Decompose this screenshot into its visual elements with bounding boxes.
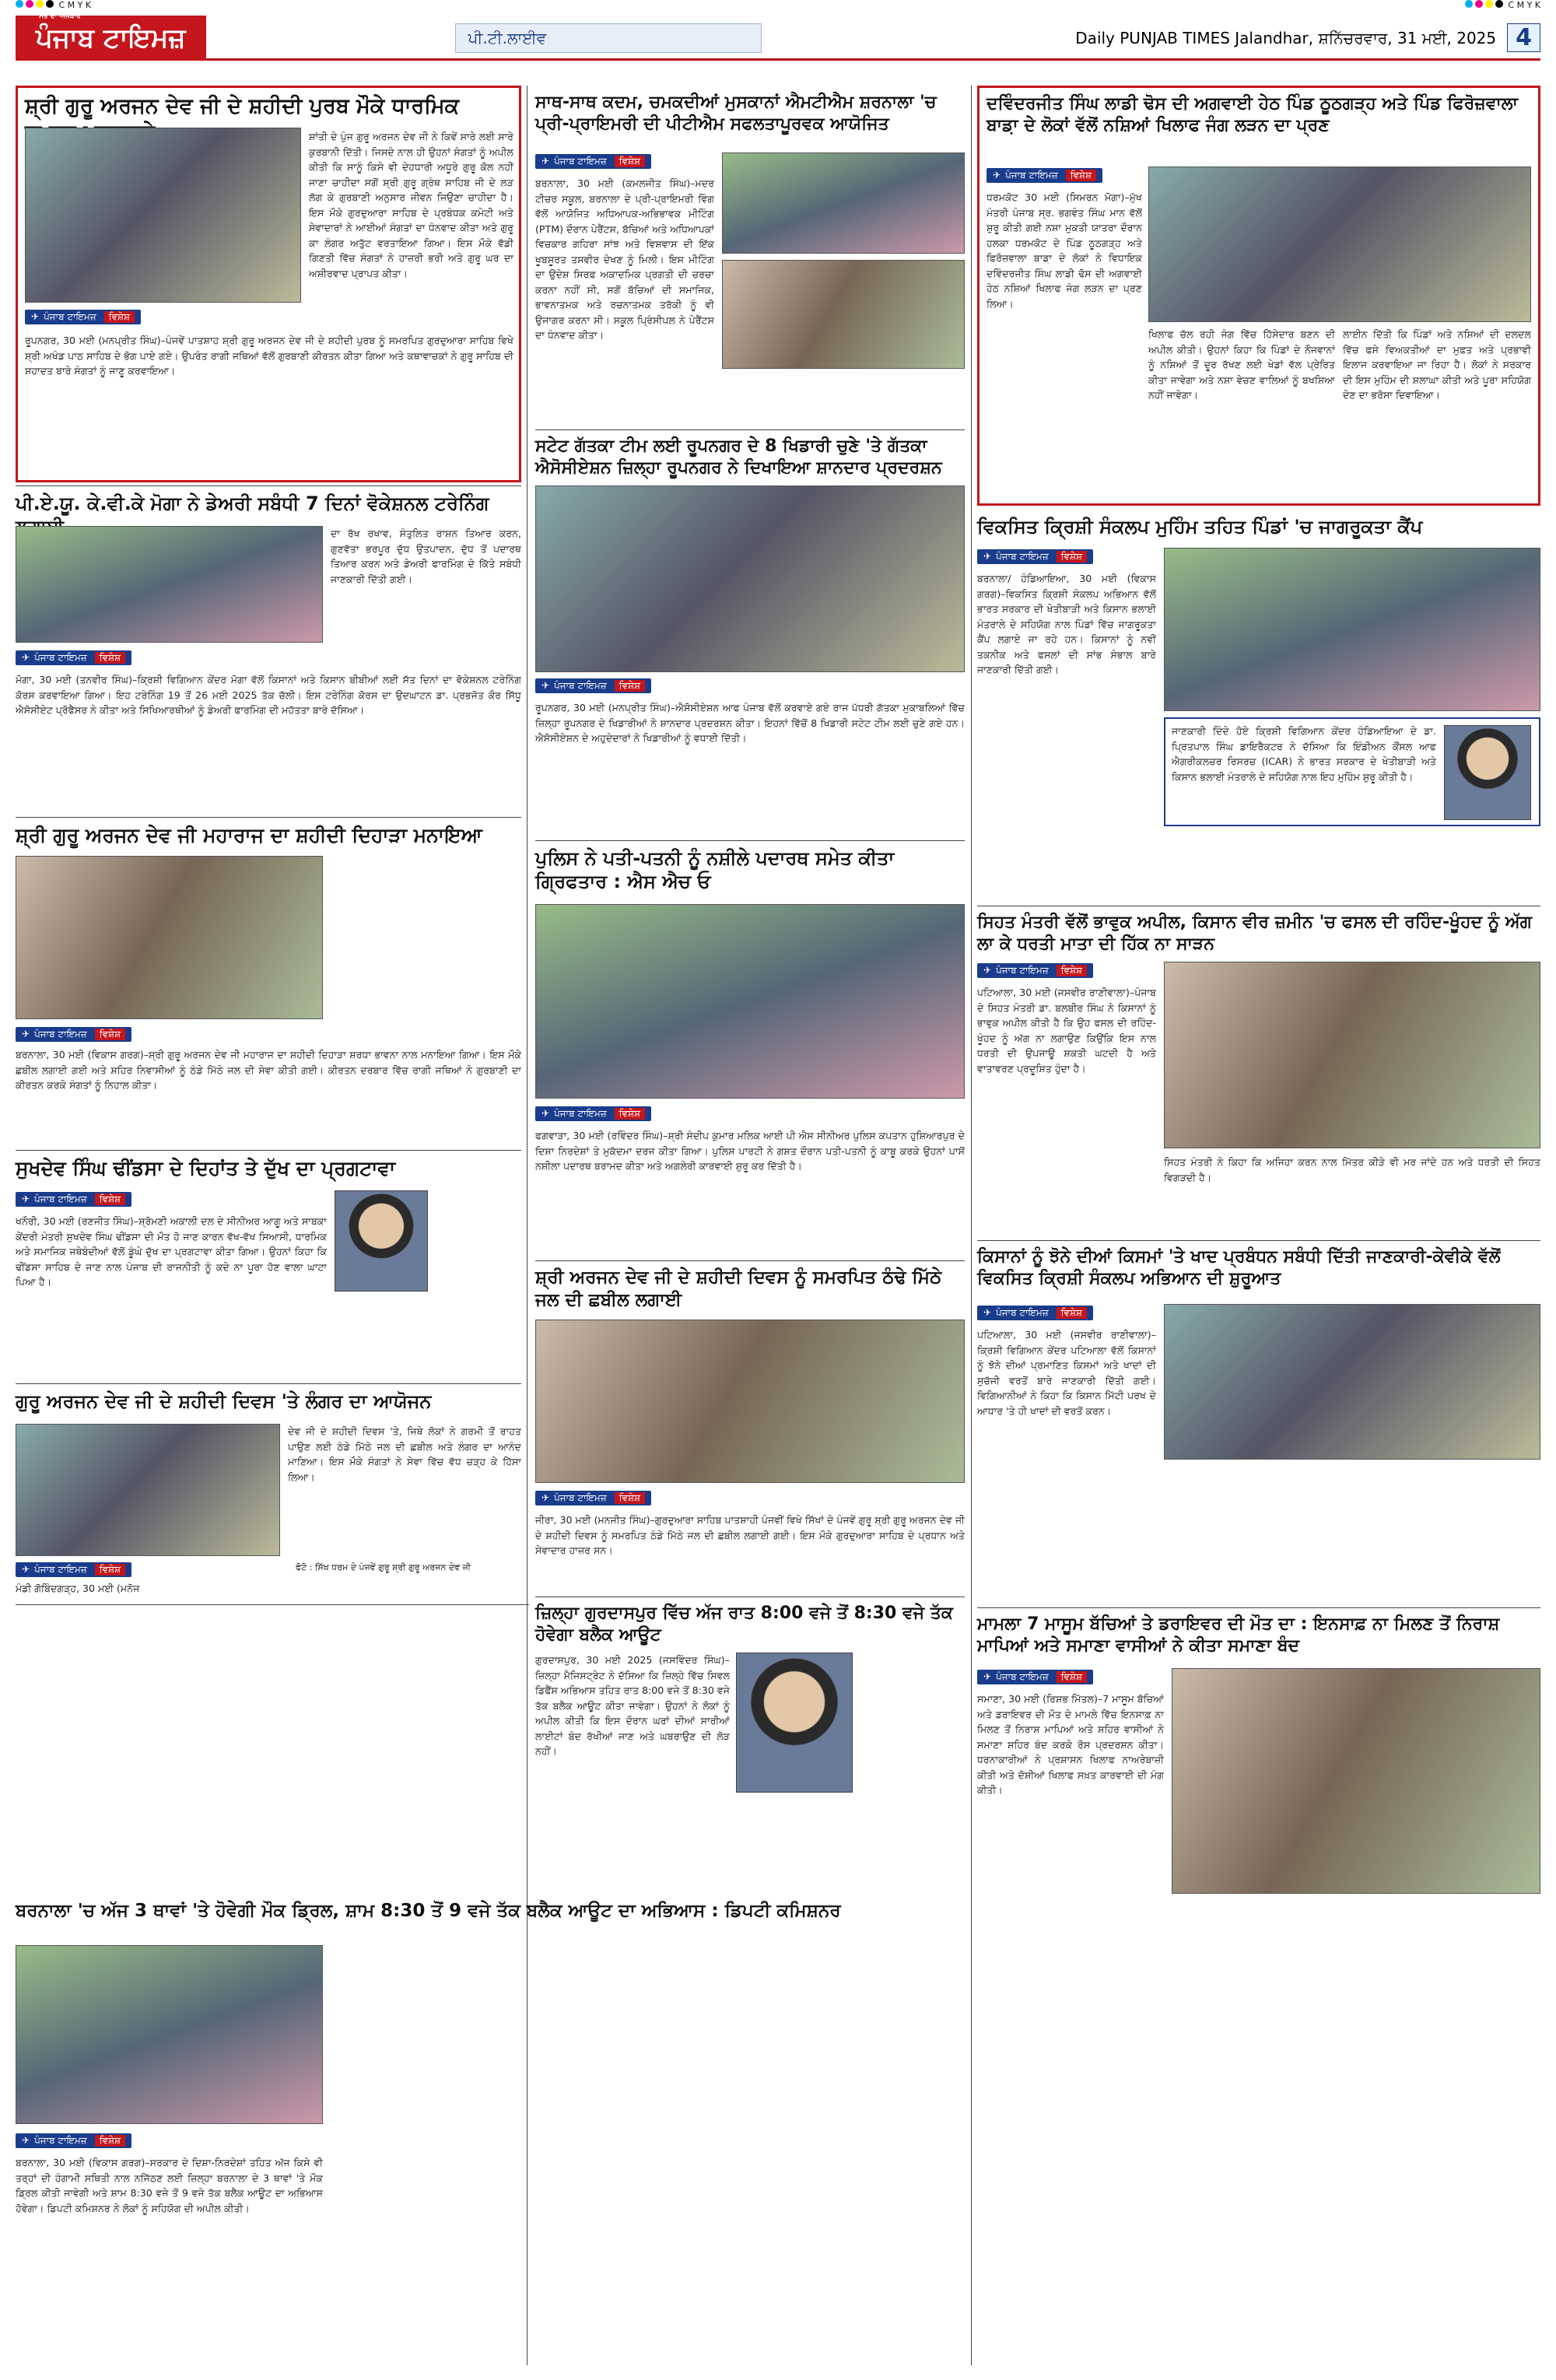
- bird-icon: ✈: [22, 1564, 30, 1575]
- news-photo: [722, 260, 965, 369]
- headline: ਸ਼੍ਰੀ ਅਰਜਨ ਦੇਵ ਜੀ ਦੇ ਸ਼ਹੀਦੀ ਦਿਵਸ ਨੂੰ ਸਮਰਪਿਤ ਠੰਢੇ ਮਿੱਠੇ ਜਲ ਦੀ ਛਬੀਲ ਲਗਾਈ: [535, 1267, 942, 1310]
- news-photo: [25, 128, 301, 303]
- story-body: ਮੋਗਾ, 30 ਮਈ (ਤਨਵੀਰ ਸਿੰਘ)–ਕ੍ਰਿਸ਼ੀ ਵਿਗਿਆਨ ਕੇਂਦਰ ਮੋਗਾ ਵੱਲੋਂ ਕਿਸਾਨਾਂ ਅਤੇ ਕਿਸਾਨ ਬੀਬੀਆਂ ਲਈ ਸੱਤ ਦਿਨਾਂ ਦਾ ਵੋਕੇਸ਼ਨਲ ਟਰੇਨਿੰਗ ਕੋਰਸ ਕਰਵਾਇਆ ਗਿਆ। ਇਹ ਟਰੇਨਿੰਗ 19 ਤੋਂ 26 ਮਈ 2025 ਤੱਕ ਚੱਲੀ। ਇਸ ਟਰੇਨਿੰਗ ਕੋਰਸ ਦਾ ਉਦਘਾਟਨ ਡਾ. ਪ੍ਰਭਜੋਤ ਕੌਰ ਸਿੱਧੂ ਐਸੋਸੀਏਟ ਪ੍ਰੋਫੈਸਰ ਨੇ ਕੀਤਾ ਅਤੇ ਸਿਖਿਆਰਥੀਆਂ ਨੂੰ ਡੇਅਰੀ ਫਾਰਮਿੰਗ ਦੀ ਮਹੱਤਤਾ ਬਾਰੇ ਦੱਸਿਆ।: [16, 674, 521, 717]
- bird-icon: ✈: [983, 1671, 992, 1682]
- bird-icon: ✈: [983, 965, 992, 976]
- cmyk-registration-bar: [0, 0, 1556, 14]
- story-body: ਬਰਨਾਲਾ, 30 ਮਈ (ਵਿਕਾਸ ਗਰਗ)–ਸ਼੍ਰੀ ਗੁਰੂ ਅਰਜਨ ਦੇਵ ਜੀ ਮਹਾਰਾਜ ਦਾ ਸ਼ਹੀਦੀ ਦਿਹਾੜਾ ਸ਼ਰਧਾ ਭਾਵਨਾ ਨਾਲ ਮਨਾਇਆ ਗਿਆ। ਇਸ ਮੌਕੇ ਛਬੀਲ ਲਗਾਈ ਗਈ ਅਤੇ ਸ਼ਹਿਰ ਨਿਵਾਸੀਆਂ ਨੂੰ ਠੰਡੇ ਮਿੱਠੇ ਜਲ ਦੀ ਸੇਵਾ ਕੀਤੀ ਗਈ। ਕੀਰਤਨ ਦਰਬਾਰ ਵਿੱਚ ਰਾਗੀ ਜਥਿਆਂ ਨੇ ਗੁਰਬਾਣੀ ਦਾ ਕੀਰਤਨ ਕਰਕੇ ਸੰਗਤਾਂ ਨੂੰ ਨਿਹਾਲ ਕੀਤਾ।: [16, 1049, 521, 1092]
- story-body: ਫਗਵਾੜਾ, 30 ਮਈ (ਰਵਿੰਦਰ ਸਿੰਘ)–ਸ਼੍ਰੀ ਸੰਦੀਪ ਕੁਮਾਰ ਮਲਿਕ ਆਈ ਪੀ ਐਸ ਸੀਨੀਅਰ ਪੁਲਿਸ ਕਪਤਾਨ ਹੁਸ਼ਿਆਰਪੁਰ ਦੇ ਦਿਸ਼ਾ ਨਿਰਦੇਸ਼ਾਂ ਤੇ ਮੁਕੱਦਮਾ ਦਰਜ ਕੀਤਾ ਗਿਆ। ਪੁਲਿਸ ਪਾਰਟੀ ਨੇ ਗਸ਼ਤ ਦੌਰਾਨ ਪਤੀ-ਪਤਨੀ ਨੂੰ ਕਾਬੂ ਕਰਕੇ ਉਹਨਾਂ ਪਾਸੋਂ ਨਸ਼ੀਲਾ ਪਦਾਰਥ ਬਰਾਮਦ ਕੀਤਾ ਅਤੇ ਅਗਲੇਰੀ ਕਾਰਵਾਈ ਸ਼ੁਰੂ ਕਰ ਦਿੱਤੀ ਹੈ।: [535, 1130, 965, 1172]
- cmyk-right: C M Y K: [1465, 0, 1540, 14]
- portrait-photo: [736, 1653, 853, 1793]
- masthead-right: [1075, 23, 1540, 52]
- story-body: ਦੇਵ ਜੀ ਦੇ ਸ਼ਹੀਦੀ ਦਿਵਸ 'ਤੇ, ਜਿਥੇ ਲੋਕਾਂ ਨੇ ਗਰਮੀ ਤੋਂ ਰਾਹਤ ਪਾਉਣ ਲਈ ਠੰਡੇ ਮਿੱਠੇ ਜਲ ਦੀ ਛਬੀਲ ਅਤੇ ਲੰਗਰ ਦਾ ਆਨੰਦ ਮਾਣਿਆ। ਇਸ ਮੌਕੇ ਸੰਗਤਾਂ ਨੇ ਸੇਵਾ ਵਿੱਚ ਵੱਧ ਚੜ੍ਹ ਕੇ ਹਿੱਸਾ ਲਿਆ।: [288, 1425, 521, 1483]
- headline: ਵਿਕਸਿਤ ਕ੍ਰਿਸ਼ੀ ਸੰਕਲਪ ਮੁਹਿੰਮ ਤਹਿਤ ਪਿੰਡਾਂ 'ਚ ਜਾਗਰੂਕਤਾ ਕੈਂਪ: [977, 516, 1423, 538]
- headline: ਪੀ.ਏ.ਯੂ. ਕੇ.ਵੀ.ਕੇ ਮੋਗਾ ਨੇ ਡੇਅਰੀ ਸਬੰਧੀ 7 ਦਿਨਾਂ ਵੋਕੇਸ਼ਨਲ ਟਰੇਨਿੰਗ: [16, 492, 489, 514]
- bird-icon: ✈: [541, 680, 550, 691]
- story-body: ਲਾਈਨ ਦਿੱਤੀ ਕਿ ਪਿੰਡਾਂ ਅਤੇ ਨਸ਼ਿਆਂ ਦੀ ਦਲਦਲ ਵਿੱਚ ਫਸੇ ਵਿਅਕਤੀਆਂ ਦਾ ਮੁਫ਼ਤ ਅਤੇ ਪ੍ਰਭਾਵੀ ਇਲਾਜ ਕਰਵਾਇਆ ਜਾ ਰਿਹਾ ਹੈ। ਲੋਕਾਂ ਨੇ ਸਰਕਾਰ ਦੀ ਇਸ ਮੁਹਿੰਮ ਦੀ ਸ਼ਲਾਘਾ ਕੀਤੀ ਅਤੇ ਪੂਰਾ ਸਹਿਯੋਗ ਦੇਣ ਦਾ ਭਰੋਸਾ ਦਿਵਾਇਆ।: [1343, 328, 1531, 401]
- story-body: ਧਰਮਕੋਟ 30 ਮਈ (ਸਿਮਰਨ ਮੋਗਾ)–ਮੁੱਖ ਮੰਤਰੀ ਪੰਜਾਬ ਸ੍ਰ. ਭਗਵੰਤ ਸਿੰਘ ਮਾਨ ਵੱਲੋਂ ਸ਼ੁਰੂ ਕੀਤੀ ਗਈ ਨਸ਼ਾ ਮੁਕਤੀ ਯਾਤਰਾ ਦੌਰਾਨ ਹਲਕਾ ਧਰਮਕੋਟ ਦੇ ਪਿੰਡ ਠੂਠਗੜ੍ਹ ਅਤੇ ਫਿਰੋਜ਼ਵਾਲਾ ਬਾਡ਼ਾ ਦੇ ਲੋਕਾਂ ਨੇ ਵਿਧਾਇਕ ਦਵਿੰਦਰਜੀਤ ਸਿੰਘ ਲਾਡੀ ਢੋਸ ਦੀ ਅਗਵਾਈ ਹੇਠ ਨਸ਼ਿਆਂ ਖਿਲਾਫ ਜੰਗ ਲੜਨ ਦਾ ਪ੍ਰਣ ਲਿਆ।: [987, 191, 1142, 310]
- masthead: [16, 12, 1540, 61]
- headline: ਮਾਮਲਾ 7 ਮਾਸੂਮ ਬੱਚਿਆਂ ਤੇ ਡਰਾਇਵਰ ਦੀ ਮੌਤ ਦਾ : ਇਨਸਾਫ਼ ਨਾ ਮਿਲਣ ਤੋਂ ਨਿਰਾਸ਼ ਮਾਪਿਆਂ ਅਤੇ ਸਮਾਣਾ ਵਾਸੀਆਂ ਨੇ ਕੀਤਾ ਸਮਾਣਾ ਬੰਦ: [977, 1614, 1500, 1656]
- story-body: ਬਰਨਾਲਾ, 30 ਮਈ (ਵਿਕਾਸ ਗਰਗ)–ਸਰਕਾਰ ਦੇ ਦਿਸ਼ਾ-ਨਿਰਦੇਸ਼ਾਂ ਤਹਿਤ ਅੱਜ ਕਿਸੇ ਵੀ ਤਰ੍ਹਾਂ ਦੀ ਹੰਗਾਮੀ ਸਥਿਤੀ ਨਾਲ ਨਜਿੱਠਣ ਲਈ ਜ਼ਿਲ੍ਹਾ ਬਰਨਾਲਾ ਦੇ 3 ਥਾਵਾਂ 'ਤੇ ਮੌਕ ਡ੍ਰਿਲ ਕੀਤੀ ਜਾਵੇਗੀ ਅਤੇ ਸ਼ਾਮ 8:30 ਵਜੇ ਤੋਂ 9 ਵਜੇ ਤੱਕ ਬਲੈਕ ਆਊਟ ਦਾ ਅਭਿਆਸ ਹੋਵੇਗਾ। ਡਿਪਟੀ ਕਮਿਸ਼ਨਰ ਨੇ ਲੋਕਾਂ ਨੂੰ ਸਹਿਯੋਗ ਦੀ ਅਪੀਲ ਕੀਤੀ।: [16, 2157, 323, 2214]
- divider: [535, 840, 965, 841]
- headline: ਸੁਖਦੇਵ ਸਿੰਘ ਢੀਂਡਸਾ ਦੇ ਦਿਹਾਂਤ ਤੇ ਦੁੱਖ ਦਾ ਪ੍ਰਗਟਾਵਾ: [16, 1157, 396, 1179]
- divider: [535, 1260, 965, 1261]
- news-photo: [1148, 166, 1531, 322]
- news-photo: [16, 526, 323, 643]
- headline: ਸ਼੍ਰੀ ਗੁਰੂ ਅਰਜਨ ਦੇਵ ਜੀ ਮਹਾਰਾਜ ਦਾ ਸ਼ਹੀਦੀ ਦਿਹਾੜਾ ਮਨਾਇਆ: [16, 824, 482, 846]
- headline: ਸ਼੍ਰੀ ਗੁਰੂ ਅਰਜਨ ਦੇਵ ਜੀ ਦੇ ਸ਼ਹੀਦੀ ਪੁਰਬ ਮੌਕੇ ਧਾਰਮਿਕ: [25, 94, 460, 118]
- story-body: ਪਟਿਆਲਾ, 30 ਮਈ (ਜਸਵੀਰ ਰਾਣੀਵਾਲਾ)–ਕ੍ਰਿਸ਼ੀ ਵਿਗਿਆਨ ਕੇਂਦਰ ਪਟਿਆਲਾ ਵੱਲੋਂ ਕਿਸਾਨਾਂ ਨੂੰ ਝੋਨੇ ਦੀਆਂ ਪ੍ਰਮਾਣਿਤ ਕਿਸਮਾਂ ਅਤੇ ਖਾਦਾਂ ਦੀ ਸੁਚੱਜੀ ਵਰਤੋਂ ਬਾਰੇ ਜਾਣਕਾਰੀ ਦਿੱਤੀ ਗਈ। ਵਿਗਿਆਨੀਆਂ ਨੇ ਕਿਹਾ ਕਿ ਕਿਸਾਨ ਮਿੱਟੀ ਪਰਖ ਦੇ ਆਧਾਰ 'ਤੇ ਹੀ ਖਾਦਾਂ ਦੀ ਵਰਤੋਂ ਕਰਨ।: [977, 1329, 1156, 1417]
- headline: ਸਿਹਤ ਮੰਤਰੀ ਵੱਲੋਂ ਭਾਵੁਕ ਅਪੀਲ, ਕਿਸਾਨ ਵੀਰ ਜ਼ਮੀਨ 'ਚ ਫਸਲ ਦੀ ਰਹਿੰਦ-ਖੂੰਹਦ ਨੂੰ ਅੱਗ ਲਾ ਕੇ ਧਰਤੀ ਮਾਤਾ ਦੀ ਹਿੱਕ ਨਾ ਸਾੜਨ: [977, 913, 1532, 954]
- news-photo: [535, 1320, 965, 1483]
- bird-icon: ✈: [31, 311, 40, 322]
- bird-icon: ✈: [22, 2135, 30, 2146]
- bird-icon: ✈: [541, 1492, 550, 1503]
- story-body: ਸਮਾਣਾ, 30 ਮਈ (ਰਿਸ਼ਭ ਮਿੱਤਲ)–7 ਮਾਸੂਮ ਬੱਚਿਆਂ ਅਤੇ ਡਰਾਇਵਰ ਦੀ ਮੌਤ ਦੇ ਮਾਮਲੇ ਵਿੱਚ ਇਨਸਾਫ਼ ਨਾ ਮਿਲਣ ਤੋਂ ਨਿਰਾਸ਼ ਮਾਪਿਆਂ ਅਤੇ ਸ਼ਹਿਰ ਵਾਸੀਆਂ ਨੇ ਸਮਾਣਾ ਸ਼ਹਿਰ ਬੰਦ ਕਰਕੇ ਰੋਸ ਪ੍ਰਦਰਸ਼ਨ ਕੀਤਾ। ਧਰਨਾਕਾਰੀਆਂ ਨੇ ਪ੍ਰਸ਼ਾਸਨ ਖਿਲਾਫ ਨਾਅਰੇਬਾਜ਼ੀ ਕੀਤੀ ਅਤੇ ਦੋਸ਼ੀਆਂ ਖਿਲਾਫ ਸਖ਼ਤ ਕਾਰਵਾਈ ਦੀ ਮੰਗ ਕੀਤੀ।: [977, 1693, 1164, 1796]
- bird-icon: ✈: [983, 551, 992, 562]
- source-tag: ✈ ਪੰਜਾਬ ਟਾਇਮਜ਼ ਵਿਸ਼ੇਸ਼: [535, 1105, 651, 1121]
- portrait-photo: [335, 1190, 428, 1292]
- source-tag: ✈ ਪੰਜਾਬ ਟਾਇਮਜ਼ ਵਿਸ਼ੇਸ਼: [535, 677, 651, 693]
- headline: ਪੁਲਿਸ ਨੇ ਪਤੀ-ਪਤਨੀ ਨੂੰ ਨਸ਼ੀਲੇ ਪਦਾਰਥ ਸਮੇਤ ਕੀਤਾ ਗ੍ਰਿਫਤਾਰ : ਐਸ ਐਚ ਓ: [535, 847, 895, 892]
- bird-icon: ✈: [22, 1029, 30, 1039]
- source-tag: ✈ ਪੰਜਾਬ ਟਾਇਮਜ਼ ਵਿਸ਼ੇਸ਼: [16, 2132, 131, 2148]
- source-tag: ✈ ਪੰਜਾਬ ਟਾਇਮਜ਼ ਵਿਸ਼ੇਸ਼: [16, 1025, 131, 1042]
- story-body: ਦਾ ਰੱਖ ਰਖਾਵ, ਸੰਤੁਲਿਤ ਰਾਸ਼ਨ ਤਿਆਰ ਕਰਨ, ਗੁਣਵੱਤਾ ਭਰਪੂਰ ਦੁੱਧ ਉਤਪਾਦਨ, ਦੁੱਧ ਤੋਂ ਪਦਾਰਥ ਤਿਆਰ ਕਰਨ ਅਤੇ ਡੇਅਰੀ ਫਾਰਮਿੰਗ ਦੇ ਕਿੱਤੇ ਸਬੰਧੀ ਜਾਣਕਾਰੀ ਦਿੱਤੀ ਗਈ।: [331, 528, 521, 585]
- source-tag: ✈ ਪੰਜਾਬ ਟਾਇਮਜ਼ ਵਿਸ਼ੇਸ਼: [16, 1561, 131, 1577]
- divider: [977, 1607, 1540, 1608]
- news-photo: [722, 152, 965, 254]
- source-tag: ✈ ਪੰਜਾਬ ਟਾਇਮਜ਼ ਵਿਸ਼ੇਸ਼: [977, 548, 1093, 564]
- story-body: ਰੂਪਨਗਰ, 30 ਮਈ (ਮਨਪ੍ਰੀਤ ਸਿੰਘ)–ਐਸੋਸੀਏਸ਼ਨ ਆਫ ਪੰਜਾਬ ਵੱਲੋਂ ਕਰਵਾਏ ਗਏ ਰਾਜ ਪੱਧਰੀ ਗੱਤਕਾ ਮੁਕਾਬਲਿਆਂ ਵਿੱਚ ਜ਼ਿਲ੍ਹਾ ਰੂਪਨਗਰ ਦੇ ਖਿਡਾਰੀਆਂ ਨੇ ਸ਼ਾਨਦਾਰ ਪ੍ਰਦਰਸ਼ਨ ਕੀਤਾ। ਇਹਨਾਂ ਵਿੱਚੋਂ 8 ਖਿਡਾਰੀ ਸਟੇਟ ਟੀਮ ਲਈ ਚੁਣੇ ਗਏ ਹਨ। ਐਸੋਸੀਏਸ਼ਨ ਦੇ ਅਹੁਦੇਦਾਰਾਂ ਨੇ ਖਿਡਾਰੀਆਂ ਨੂੰ ਵਧਾਈ ਦਿੱਤੀ।: [535, 702, 965, 745]
- news-photo: [1164, 548, 1540, 711]
- photo-caption: ਫੋਟੋ : ਸਿੱਖ ਧਰਮ ਦੇ ਪੰਜਵੇਂ ਗੁਰੂ ਸ਼੍ਰੀ ਗੁਰੂ ਅਰਜਨ ਦੇਵ ਜੀ: [296, 1562, 471, 1572]
- page-number: 4: [1507, 23, 1540, 52]
- headline: ਸਟੇਟ ਗੱਤਕਾ ਟੀਮ ਲਈ ਰੂਪਨਗਰ ਦੇ 8 ਖਿਡਾਰੀ ਚੁਣੇ 'ਤੇ ਗੱਤਕਾ ਐਸੋਸੀਏਸ਼ਨ ਜ਼ਿਲ੍ਹਾ ਰੂਪਨਗਰ ਨੇ ਦਿਖਾਇਆ ਸ਼ਾਨਦਾਰ ਪ੍ਰਦਰਸ਼ਨ: [535, 436, 942, 478]
- news-photo: [535, 485, 965, 672]
- story-body: ਬਰਨਾਲਾ, 30 ਮਈ (ਕਮਲਜੀਤ ਸਿੰਘ)–ਮਦਰ ਟੀਚਰ ਸਕੂਲ, ਬਰਨਾਲਾ ਦੇ ਪ੍ਰੀ-ਪ੍ਰਾਇਮਰੀ ਵਿੰਗ ਵੱਲੋਂ ਆਯੋਜਿਤ ਅਧਿਆਪਕ-ਅਭਿਭਾਵਕ ਮੀਟਿੰਗ (PTM) ਦੌਰਾਨ ਪੇਰੈਂਟਸ, ਬੱਚਿਆਂ ਅਤੇ ਅਧਿਆਪਕਾਂ ਵਿਚਕਾਰ ਗਹਿਰਾ ਸਾਂਝ ਅਤੇ ਵਿਸ਼ਵਾਸ ਦੀ ਇੱਕ ਖੂਬਸੂਰਤ ਤਸਵੀਰ ਦੇਖਣ ਨੂੰ ਮਿਲੀ। ਇਸ ਮੀਟਿੰਗ ਦਾ ਉਦੇਸ਼ ਸਿਰਫ਼ ਅਕਾਦਮਿਕ ਪ੍ਰਗਤੀ ਦੀ ਚਰਚਾ ਕਰਨਾ ਨਹੀਂ ਸੀ, ਸਗੋਂ ਬੱਚਿਆਂ ਦੀ ਸਮਾਜਿਕ, ਭਾਵਨਾਤਮਕ ਅਤੇ ਰਚਨਾਤਮਕ ਤਰੱਕੀ ਨੂੰ ਵੀ ਉਜਾਗਰ ਕਰਨਾ ਸੀ। ਸਕੂਲ ਪ੍ਰਿੰਸੀਪਲ ਨੇ ਪੇਰੈਂਟਸ ਦਾ ਧੰਨਵਾਦ ਕੀਤਾ।: [535, 177, 714, 342]
- column-divider: [971, 86, 972, 2365]
- bird-icon: ✈: [983, 1307, 992, 1318]
- cmyk-left: C M Y K: [16, 0, 91, 14]
- story-body: ਗੁਰਦਾਸਪੁਰ, 30 ਮਈ 2025 (ਜਸਵਿੰਦਰ ਸਿੰਘ)–ਜ਼ਿਲ੍ਹਾ ਮੈਜਿਸਟ੍ਰੇਟ ਨੇ ਦੱਸਿਆ ਕਿ ਜ਼ਿਲ੍ਹੇ ਵਿੱਚ ਸਿਵਲ ਡਿਫੈਂਸ ਅਭਿਆਸ ਤਹਿਤ ਰਾਤ 8:00 ਵਜੇ ਤੋਂ 8:30 ਵਜੇ ਤੱਕ ਬਲੈਕ ਆਊਟ ਕੀਤਾ ਜਾਵੇਗਾ। ਉਹਨਾਂ ਨੇ ਲੋਕਾਂ ਨੂੰ ਅਪੀਲ ਕੀਤੀ ਕਿ ਇਸ ਦੌਰਾਨ ਘਰਾਂ ਦੀਆਂ ਸਾਰੀਆਂ ਲਾਈਟਾਂ ਬੰਦ ਰੱਖੀਆਂ ਜਾਣ ਅਤੇ ਘਬਰਾਉਣ ਦੀ ਲੋੜ ਨਹੀਂ।: [535, 1654, 730, 1758]
- source-tag: ✈ ਪੰਜਾਬ ਟਾਇਮਜ਼ ਵਿਸ਼ੇਸ਼: [977, 962, 1093, 978]
- divider: [16, 817, 521, 818]
- story-body: ਸਿਹਤ ਮੰਤਰੀ ਨੇ ਕਿਹਾ ਕਿ ਅਜਿਹਾ ਕਰਨ ਨਾਲ ਮਿੱਤਰ ਕੀੜੇ ਵੀ ਮਰ ਜਾਂਦੇ ਹਨ ਅਤੇ ਧਰਤੀ ਦੀ ਸਿਹਤ ਵਿਗੜਦੀ ਹੈ।: [1164, 1156, 1540, 1183]
- bird-icon: ✈: [993, 170, 1001, 181]
- source-tag: ✈ ਪੰਜਾਬ ਟਾਇਮਜ਼ ਵਿਸ਼ੇਸ਼: [977, 1304, 1093, 1320]
- divider: [535, 429, 965, 430]
- story-body: ਜੀਰਾ, 30 ਮਈ (ਮਨਜੀਤ ਸਿੰਘ)–ਗੁਰਦੁਆਰਾ ਸਾਹਿਬ ਪਾਤਸ਼ਾਹੀ ਪੰਜਵੀਂ ਵਿਖੇ ਸਿੱਖਾਂ ਦੇ ਪੰਜਵੇਂ ਗੁਰੂ ਸ਼੍ਰੀ ਗੁਰੂ ਅਰਜਨ ਦੇਵ ਜੀ ਦੇ ਸ਼ਹੀਦੀ ਦਿਵਸ ਨੂੰ ਸਮਰਪਿਤ ਠੰਡੇ ਮਿੱਠੇ ਜਲ ਦੀ ਛਬੀਲ ਲਗਾਈ ਗਈ। ਇਸ ਮੌਕੇ ਗੁਰਦੁਆਰਾ ਸਾਹਿਬ ਦੇ ਪ੍ਰਧਾਨ ਅਤੇ ਸੇਵਾਦਾਰ ਹਾਜ਼ਰ ਸਨ।: [535, 1514, 965, 1557]
- source-tag: ✈ ਪੰਜਾਬ ਟਾਇਮਜ਼ ਵਿਸ਼ੇਸ਼: [16, 649, 131, 665]
- portrait-photo: [1444, 725, 1531, 820]
- paper-logo: ਸਭ ਦਾ ਅਖ਼ਬਾਰ ਪੰਜਾਬ ਟਾਇਮਜ਼: [16, 16, 206, 61]
- news-photo: [16, 1945, 323, 2124]
- source-tag: ✈ ਪੰਜਾਬ ਟਾਇਮਜ਼ ਵਿਸ਼ੇਸ਼: [16, 1190, 131, 1207]
- news-photo: [535, 904, 965, 1099]
- source-tag: ✈ ਪੰਜਾਬ ਟਾਇਮਜ਼ ਵਿਸ਼ੇਸ਼: [987, 166, 1102, 183]
- divider: [16, 1150, 521, 1151]
- story-body: ਬਰਨਾਲਾ/ ਹੰਡਿਆਇਆ, 30 ਮਈ (ਵਿਕਾਸ ਗਰਗ)–ਵਿਕਸਿਤ ਕ੍ਰਿਸ਼ੀ ਸੰਕਲਪ ਅਭਿਆਨ ਵੱਲੋਂ ਭਾਰਤ ਸਰਕਾਰ ਦੀ ਖੇਤੀਬਾੜੀ ਅਤੇ ਕਿਸਾਨ ਭਲਾਈ ਮੰਤਰਾਲੇ ਦੇ ਸਹਿਯੋਗ ਨਾਲ ਪਿੰਡਾਂ ਵਿੱਚ ਜਾਗਰੂਕਤਾ ਕੈਂਪ ਲਗਾਏ ਜਾ ਰਹੇ ਹਨ। ਕਿਸਾਨਾਂ ਨੂੰ ਨਵੀਂ ਤਕਨੀਕ ਅਤੇ ਫਸਲਾਂ ਦੀ ਸਾਂਭ ਸੰਭਾਲ ਬਾਰੇ ਜਾਣਕਾਰੀ ਦਿੱਤੀ ਗਈ।: [977, 573, 1156, 676]
- source-tag: ✈ ਪੰਜਾਬ ਟਾਇਮਜ਼ ਵਿਸ਼ੇਸ਼: [535, 152, 651, 169]
- news-photo: [1172, 1668, 1540, 1894]
- bird-icon: ✈: [541, 156, 550, 166]
- divider: [16, 1604, 529, 1605]
- headline: ਗੁਰੂ ਅਰਜਨ ਦੇਵ ਜੀ ਦੇ ਸ਼ਹੀਦੀ ਦਿਵਸ 'ਤੇ ਲੰਗਰ ਦਾ ਆਯੋਜਨ: [16, 1390, 432, 1412]
- bird-icon: ✈: [22, 652, 30, 663]
- paper-info: Daily PUNJAB TIMES Jalandhar, ਸ਼ਨਿੱਚਰਵਾਰ, 31 ਮਈ, 2025: [1075, 28, 1497, 47]
- news-photo: [16, 1424, 280, 1556]
- story-body: ਖਿਲਾਫ ਚੱਲ ਰਹੀ ਜੰਗ ਵਿੱਚ ਹਿੱਸੇਦਾਰ ਬਣਨ ਦੀ ਅਪੀਲ ਕੀਤੀ। ਉਹਨਾਂ ਕਿਹਾ ਕਿ ਪਿੰਡਾਂ ਦੇ ਨੌਜਵਾਨਾਂ ਨੂੰ ਨਸ਼ਿਆਂ ਤੋਂ ਦੂਰ ਰੱਖਣ ਲਈ ਖੇਡਾਂ ਵੱਲ ਪ੍ਰੇਰਿਤ ਕੀਤਾ ਜਾਵੇਗਾ ਅਤੇ ਨਸ਼ਾ ਵੇਚਣ ਵਾਲਿਆਂ ਨੂੰ ਬਖਸ਼ਿਆ ਨਹੀਂ ਜਾਵੇਗਾ।: [1148, 328, 1335, 401]
- quote-text: ਜਾਣਕਾਰੀ ਦਿੰਦੇ ਹੋਏ ਕ੍ਰਿਸ਼ੀ ਵਿਗਿਆਨ ਕੇਂਦਰ ਹੰਡਿਆਇਆ ਦੇ ਡਾ. ਪ੍ਰਿਤਪਾਲ ਸਿੰਘ ਡਾਇਰੈਕਟਰ ਨੇ ਦੱਸਿਆ ਕਿ ਇੰਡੀਅਨ ਕੌਂਸਲ ਆਫ ਐਗਰੀਕਲਚਰ ਰਿਸਰਚ (ICAR) ਨੇ ਭਾਰਤ ਸਰਕਾਰ ਦੇ ਖੇਤੀਬਾੜੀ ਅਤੇ ਕਿਸਾਨ ਭਲਾਈ ਮੰਤਰਾਲੇ ਦੇ ਸਹਿਯੋਗ ਨਾਲ ਇਹ ਮੁਹਿੰਮ ਸ਼ੁਰੂ ਕੀਤੀ ਹੈ।: [1172, 725, 1436, 783]
- story-body: ਸ਼ਾਂਤੀ ਦੇ ਪੁੰਜ ਗੁਰੂ ਅਰਜਨ ਦੇਵ ਜੀ ਨੇ ਕਿਵੇਂ ਸਾਰੇ ਲਈ ਸਾਰੇ ਕੁਰਬਾਨੀ ਦਿੱਤੀ। ਜਿਸਦੇ ਨਾਲ ਹੀ ਉਹਨਾਂ ਸੰਗਤਾਂ ਨੂੰ ਅਪੀਲ ਕੀਤੀ ਕਿ ਸਾਨੂੰ ਕਿਸੇ ਵੀ ਦੇਹਧਾਰੀ ਅਧੂਰੇ ਗੁਰੂ ਕੋਲ ਨਹੀਂ ਜਾਣਾ ਚਾਹੀਦਾ ਸਗੋਂ ਸ਼੍ਰੀ ਗੁਰੂ ਗ੍ਰੰਥ ਸਾਹਿਬ ਜੀ ਦੇ ਲੜ ਲੱਗ ਕੇ ਗੁਰਬਾਣੀ ਅਨੁਸਾਰ ਜੀਵਨ ਜਿਉਣਾ ਚਾਹੀਦਾ ਹੈ। ਇਸ ਮੌਕੇ ਗੁਰਦੁਆਰਾ ਸਾਹਿਬ ਦੇ ਪ੍ਰਬੰਧਕ ਕਮੇਟੀ ਅਤੇ ਸੇਵਾਦਾਰਾਂ ਨੇ ਆਈਆਂ ਸੰਗਤਾਂ ਦਾ ਧੰਨਵਾਦ ਕੀਤਾ ਅਤੇ ਗੁਰੂ ਕਾ ਲੰਗਰ ਅਤੁੱਟ ਵਰਤਾਇਆ ਗਿਆ। ਇਸ ਮੌਕੇ ਵੱਡੀ ਗਿਣਤੀ ਵਿੱਚ ਸੰਗਤਾਂ ਨੇ ਹਾਜ਼ਰੀ ਭਰੀ ਅਤੇ ਗੁਰੂ ਘਰ ਦਾ ਅਸ਼ੀਰਵਾਦ ਪ੍ਰਾਪਤ ਕੀਤਾ।: [309, 131, 513, 279]
- divider: [16, 485, 521, 486]
- bird-icon: ✈: [22, 1194, 30, 1204]
- dateline: ਮੰਡੀ ਗੋਬਿੰਦਗੜ੍ਹ, 30 ਮਈ (ਮਨੋਜ: [16, 1583, 140, 1594]
- news-photo: [1164, 962, 1540, 1148]
- divider: [977, 1240, 1540, 1241]
- source-tag: ✈ ਪੰਜਾਬ ਟਾਇਮਜ਼ ਵਿਸ਼ੇਸ਼: [535, 1489, 651, 1505]
- news-photo: [16, 856, 323, 1019]
- source-tag: ✈ ਪੰਜਾਬ ਟਾਇਮਜ਼ ਵਿਸ਼ੇਸ਼: [977, 1668, 1093, 1684]
- headline: ਜ਼ਿਲ੍ਹਾ ਗੁਰਦਾਸਪੁਰ ਵਿੱਚ ਅੱਜ ਰਾਤ 8:00 ਵਜੇ ਤੋਂ 8:30 ਵਜੇ ਤੱਕ ਹੋਵੇਗਾ ਬਲੈਕ ਆਊਟ: [535, 1604, 953, 1645]
- source-tag: ✈ ਪੰਜਾਬ ਟਾਇਮਜ਼ ਵਿਸ਼ੇਸ਼: [25, 308, 141, 324]
- news-photo: [1164, 1304, 1540, 1460]
- quote-box: [1164, 717, 1540, 826]
- story-body: ਖਨੌਰੀ, 30 ਮਈ (ਰਣਜੀਤ ਸਿੰਘ)–ਸ਼੍ਰੋਮਣੀ ਅਕਾਲੀ ਦਲ ਦੇ ਸੀਨੀਅਰ ਆਗੂ ਅਤੇ ਸਾਬਕਾ ਕੇਂਦਰੀ ਮੰਤਰੀ ਸੁਖਦੇਵ ਸਿੰਘ ਢੀਂਡਸਾ ਦੀ ਮੌਤ ਹੋ ਜਾਣ ਕਾਰਨ ਵੱਖ-ਵੱਖ ਸਿਆਸੀ, ਧਾਰਮਿਕ ਅਤੇ ਸਮਾਜਿਕ ਜਥੇਬੰਦੀਆਂ ਵੱਲੋਂ ਡੂੰਘੇ ਦੁੱਖ ਦਾ ਪ੍ਰਗਟਾਵਾ ਕੀਤਾ ਗਿਆ। ਉਹਨਾਂ ਕਿਹਾ ਕਿ ਢੀਂਡਸਾ ਸਾਹਿਬ ਦੇ ਜਾਣ ਨਾਲ ਪੰਜਾਬ ਦੀ ਰਾਜਨੀਤੀ ਨੂੰ ਕਦੇ ਨਾ ਪੂਰਾ ਹੋਣ ਵਾਲਾ ਘਾਟਾ ਪਿਆ ਹੈ।: [16, 1215, 327, 1288]
- headline: ਦਵਿੰਦਰਜੀਤ ਸਿੰਘ ਲਾਡੀ ਢੋਸ ਦੀ ਅਗਵਾਈ ਹੇਠ ਪਿੰਡ ਠੂਠਗੜ੍ਹ ਅਤੇ ਪਿੰਡ ਫਿਰੋਜ਼ਵਾਲਾ ਬਾਡ਼ਾ ਦੇ ਲੋਕਾਂ ਵੱਲੋਂ ਨਸ਼ਿਆਂ ਖਿਲਾਫ ਜੰਗ ਲੜਨ ਦਾ ਪ੍ਰਣ: [987, 94, 1518, 135]
- divider: [16, 1383, 521, 1384]
- bird-icon: ✈: [541, 1108, 550, 1119]
- story-body: ਰੂਪਨਗਰ, 30 ਮਈ (ਮਨਪ੍ਰੀਤ ਸਿੰਘ)–ਪੰਜਵੇਂ ਪਾਤਸ਼ਾਹ ਸ਼੍ਰੀ ਗੁਰੂ ਅਰਜਨ ਦੇਵ ਜੀ ਦੇ ਸ਼ਹੀਦੀ ਪੁਰਬ ਨੂੰ ਸਮਰਪਿਤ ਗੁਰਦੁਆਰਾ ਸਾਹਿਬ ਵਿਖੇ ਸ਼੍ਰੀ ਅਖੰਡ ਪਾਠ ਸਾਹਿਬ ਦੇ ਭੋਗ ਪਾਏ ਗਏ। ਉਪਰੰਤ ਰਾਗੀ ਜਥਿਆਂ ਵੱਲੋਂ ਗੁਰਬਾਣੀ ਕੀਰਤਨ ਕੀਤਾ ਗਿਆ ਅਤੇ ਕਥਾਵਾਚਕਾਂ ਨੇ ਗੁਰੂ ਸਾਹਿਬ ਦੀ ਸ਼ਹਾਦਤ ਬਾਰੇ ਸੰਗਤਾਂ ਨੂੰ ਜਾਣੂ ਕਰਵਾਇਆ।: [25, 335, 513, 377]
- story-body: ਪਟਿਆਲਾ, 30 ਮਈ (ਜਸਵੀਰ ਰਾਣੀਵਾਲਾ)–ਪੰਜਾਬ ਦੇ ਸਿਹਤ ਮੰਤਰੀ ਡਾ. ਬਲਬੀਰ ਸਿੰਘ ਨੇ ਕਿਸਾਨਾਂ ਨੂੰ ਭਾਵੁਕ ਅਪੀਲ ਕੀਤੀ ਹੈ ਕਿ ਉਹ ਫਸਲ ਦੀ ਰਹਿੰਦ-ਖੂੰਹਦ ਨੂੰ ਅੱਗ ਨਾ ਲਗਾਉਣ ਕਿਉਂਕਿ ਇਸ ਨਾਲ ਧਰਤੀ ਦੀ ਉਪਜਾਊ ਸ਼ਕਤੀ ਘਟਦੀ ਹੈ ਅਤੇ ਵਾਤਾਵਰਣ ਪ੍ਰਦੂਸ਼ਿਤ ਹੁੰਦਾ ਹੈ।: [977, 987, 1156, 1074]
- headline: ਸਾਥ-ਸਾਥ ਕਦਮ, ਚਮਕਦੀਆਂ ਮੁਸਕਾਨਾਂ ਐਮਟੀਐਮ ਸ਼ਰਨਾਲਾ 'ਚ ਪ੍ਰੀ-ਪ੍ਰਾਇਮਰੀ ਦੀ ਪੀਟੀਐਮ ਸਫਲਤਾਪੂਰਵਕ ਆਯੋਜਿਤ: [535, 93, 937, 134]
- section-label: ਪੀ.ਟੀ.ਲਾਈਵ: [455, 23, 762, 53]
- headline: ਬਰਨਾਲਾ 'ਚ ਅੱਜ 3 ਥਾਵਾਂ 'ਤੇ ਹੋਵੇਗੀ ਮੌਕ ਡ੍ਰਿਲ, ਸ਼ਾਮ 8:30 ਤੋਂ 9 ਵਜੇ ਤੱਕ ਬਲੈਕ ਆਊਟ ਦਾ ਅਭਿਆਸ : ਡਿਪਟੀ ਕਮਿਸ਼ਨਰ: [16, 1901, 841, 1921]
- headline: ਕਿਸਾਨਾਂ ਨੂੰ ਝੋਨੇ ਦੀਆਂ ਕਿਸਮਾਂ 'ਤੇ ਖਾਦ ਪ੍ਰਬੰਧਨ ਸਬੰਧੀ ਦਿੱਤੀ ਜਾਣਕਾਰੀ-ਕੇਵੀਕੇ ਵੱਲੋਂ ਵਿਕਸਿਤ ਕ੍ਰਿਸ਼ੀ ਸੰਕਲਪ ਅਭਿਆਨ ਦੀ ਸ਼ੁਰੂਆਤ: [977, 1247, 1501, 1288]
